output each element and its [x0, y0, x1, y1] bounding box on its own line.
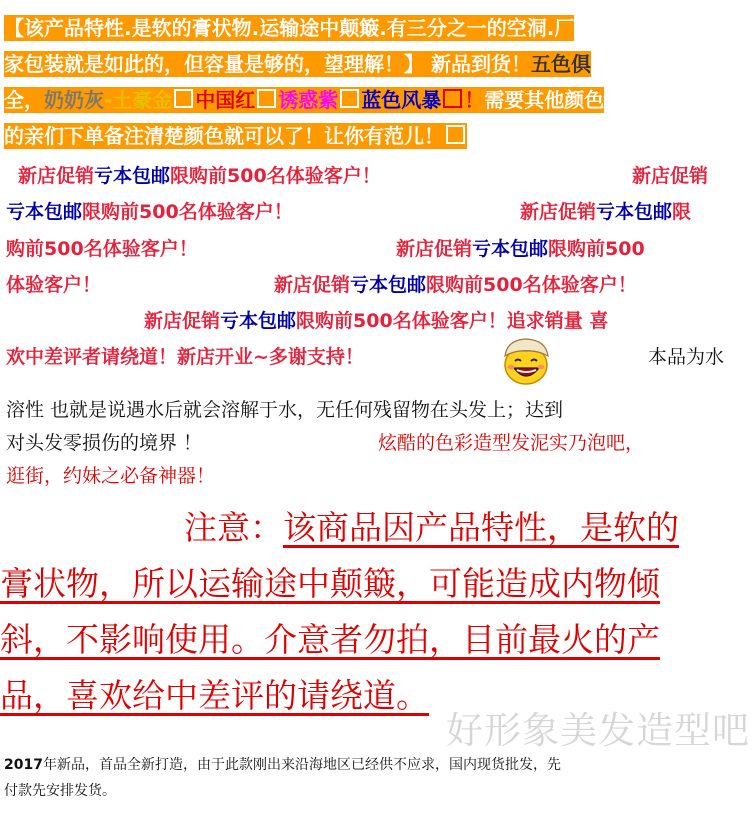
square-icon — [443, 89, 462, 108]
promo-text: 亏本包邮 — [596, 201, 673, 224]
attention-line-1 — [0, 500, 754, 556]
attention-label: 注意： — [184, 508, 283, 547]
promo-block — [6, 158, 750, 376]
promo-text: 新店促销 — [396, 237, 473, 260]
promo-text: 500 — [139, 201, 179, 224]
notice-line-4 — [4, 118, 752, 154]
five-colors-text: 五色俱 — [530, 52, 591, 76]
product-notice — [4, 10, 752, 154]
promo-line-1 — [6, 158, 750, 194]
promo-text: 名体验客户！ — [392, 310, 507, 333]
square-icon — [174, 89, 193, 108]
desc-line-1: 溶性 也就是说遇水后就会溶解于水，无任何残留物在头发上；达到 — [6, 399, 564, 421]
footer-note — [4, 752, 750, 804]
promo-line-5 — [6, 303, 750, 339]
attention-line-4: 品，喜欢给中差评的请绕道。 — [0, 676, 429, 715]
desc-line-2 — [6, 427, 750, 460]
promo-text: 亏本包邮 — [350, 273, 427, 296]
other-colors-text: 需要其他颜色 — [484, 88, 605, 112]
product-description — [6, 394, 750, 493]
attention-line-2: 膏状物，所以运输途中颠簸，可能造成内物倾 — [0, 564, 660, 603]
exclamation-text: ！ — [464, 88, 485, 112]
promo-text: 限购前 — [548, 237, 606, 260]
promo-text: 亏本包邮 — [472, 237, 549, 260]
desc-text-red: 炫酷的色彩造型发泥实乃泡吧， — [378, 432, 645, 454]
promo-text: 限购前 — [170, 165, 228, 187]
promo-text: 亏本包邮 — [94, 165, 171, 187]
attention-notice — [0, 500, 754, 724]
promo-text: 500 — [227, 165, 267, 187]
shop-watermark: 好形象美发造型吧 — [446, 709, 750, 752]
promo-line-2 — [6, 194, 750, 230]
footer-year: 2017 — [4, 757, 43, 773]
square-icon — [446, 125, 465, 144]
promo-text: 限购前 — [296, 310, 354, 333]
promo-text: 限购前 — [426, 273, 484, 296]
color-option-red: 中国红 — [195, 88, 256, 112]
notice-line-3 — [4, 82, 752, 118]
promo-text: 新店促销 — [144, 310, 221, 333]
promo-text: 500 — [605, 237, 645, 260]
promo-text: 500 — [353, 310, 393, 333]
notice-line-2 — [4, 46, 752, 82]
attention-line-3: 斜，不影响使用。介意者勿拍，目前最火的产 — [0, 620, 660, 659]
promo-text: 亏本包邮 — [220, 310, 297, 333]
promo-text: 新店促销 — [632, 165, 709, 187]
promo-text: 追求销量 喜 — [506, 310, 609, 333]
footer-line-2: 付款先安排发货。 — [4, 783, 116, 799]
color-option-purple: 诱惑紫 — [278, 88, 339, 112]
notice-line-1 — [4, 10, 752, 46]
promo-line-6 — [6, 339, 750, 375]
promo-text: 亏本包邮 — [6, 201, 83, 224]
promo-text: 名体验客户！ — [266, 165, 381, 187]
promo-text: 新店促销 — [18, 165, 95, 187]
notice-text-2: 家包装就是如此的，但容量是够的，望理解！】 新品到货！ — [4, 52, 531, 76]
color-option-gold: -土豪金 — [104, 88, 173, 112]
notice-text-4: 的亲们下单备注清楚颜色就可以了！让你有范儿！ — [4, 124, 444, 148]
notice-text-1: 【该产品特性.是软的膏状物.运输途中颠簸.有三分之一的空洞.厂 — [4, 16, 575, 40]
promo-text: 名体验客户！ — [178, 201, 293, 224]
promo-text: 新店促销 — [520, 201, 597, 224]
promo-text: 名体验客户！ — [522, 273, 637, 296]
promo-text: 名体验客户！ — [83, 237, 198, 260]
desc-line-3: 逛街，约妹之必备神器！ — [6, 465, 216, 487]
color-option-gray: 奶奶灰 — [44, 88, 104, 112]
promo-text: 500 — [44, 237, 84, 260]
notice-text-3: 全， — [4, 88, 44, 112]
footer-text: 年新品，首品全新打造，由于此款刚出来沿海地区已经供不应求，国内现货批发，先 — [42, 757, 561, 773]
promo-text: 本品为水 — [648, 346, 725, 369]
promo-text: 500 — [483, 273, 523, 296]
square-icon — [340, 89, 359, 108]
attention-text: 该商品因产品特性，是软的 — [283, 508, 679, 547]
promo-text: 体验客户！ — [6, 273, 102, 296]
square-icon — [257, 89, 276, 108]
promo-text: 限 — [672, 201, 692, 224]
promo-text: 新店促销 — [274, 273, 351, 296]
promo-line-4 — [6, 267, 750, 303]
footer-line-1 — [4, 752, 750, 778]
desc-text: 对头发零损伤的境界 ！ — [6, 432, 203, 454]
promo-text: 欢中差评者请绕道！新店开业~多谢支持！ — [6, 346, 364, 369]
promo-line-3 — [6, 231, 750, 267]
color-option-blue: 蓝色风暴 — [361, 88, 442, 112]
smiley-icon — [497, 334, 555, 386]
promo-text: 限购前 — [82, 201, 140, 224]
promo-text: 购前 — [6, 237, 45, 260]
